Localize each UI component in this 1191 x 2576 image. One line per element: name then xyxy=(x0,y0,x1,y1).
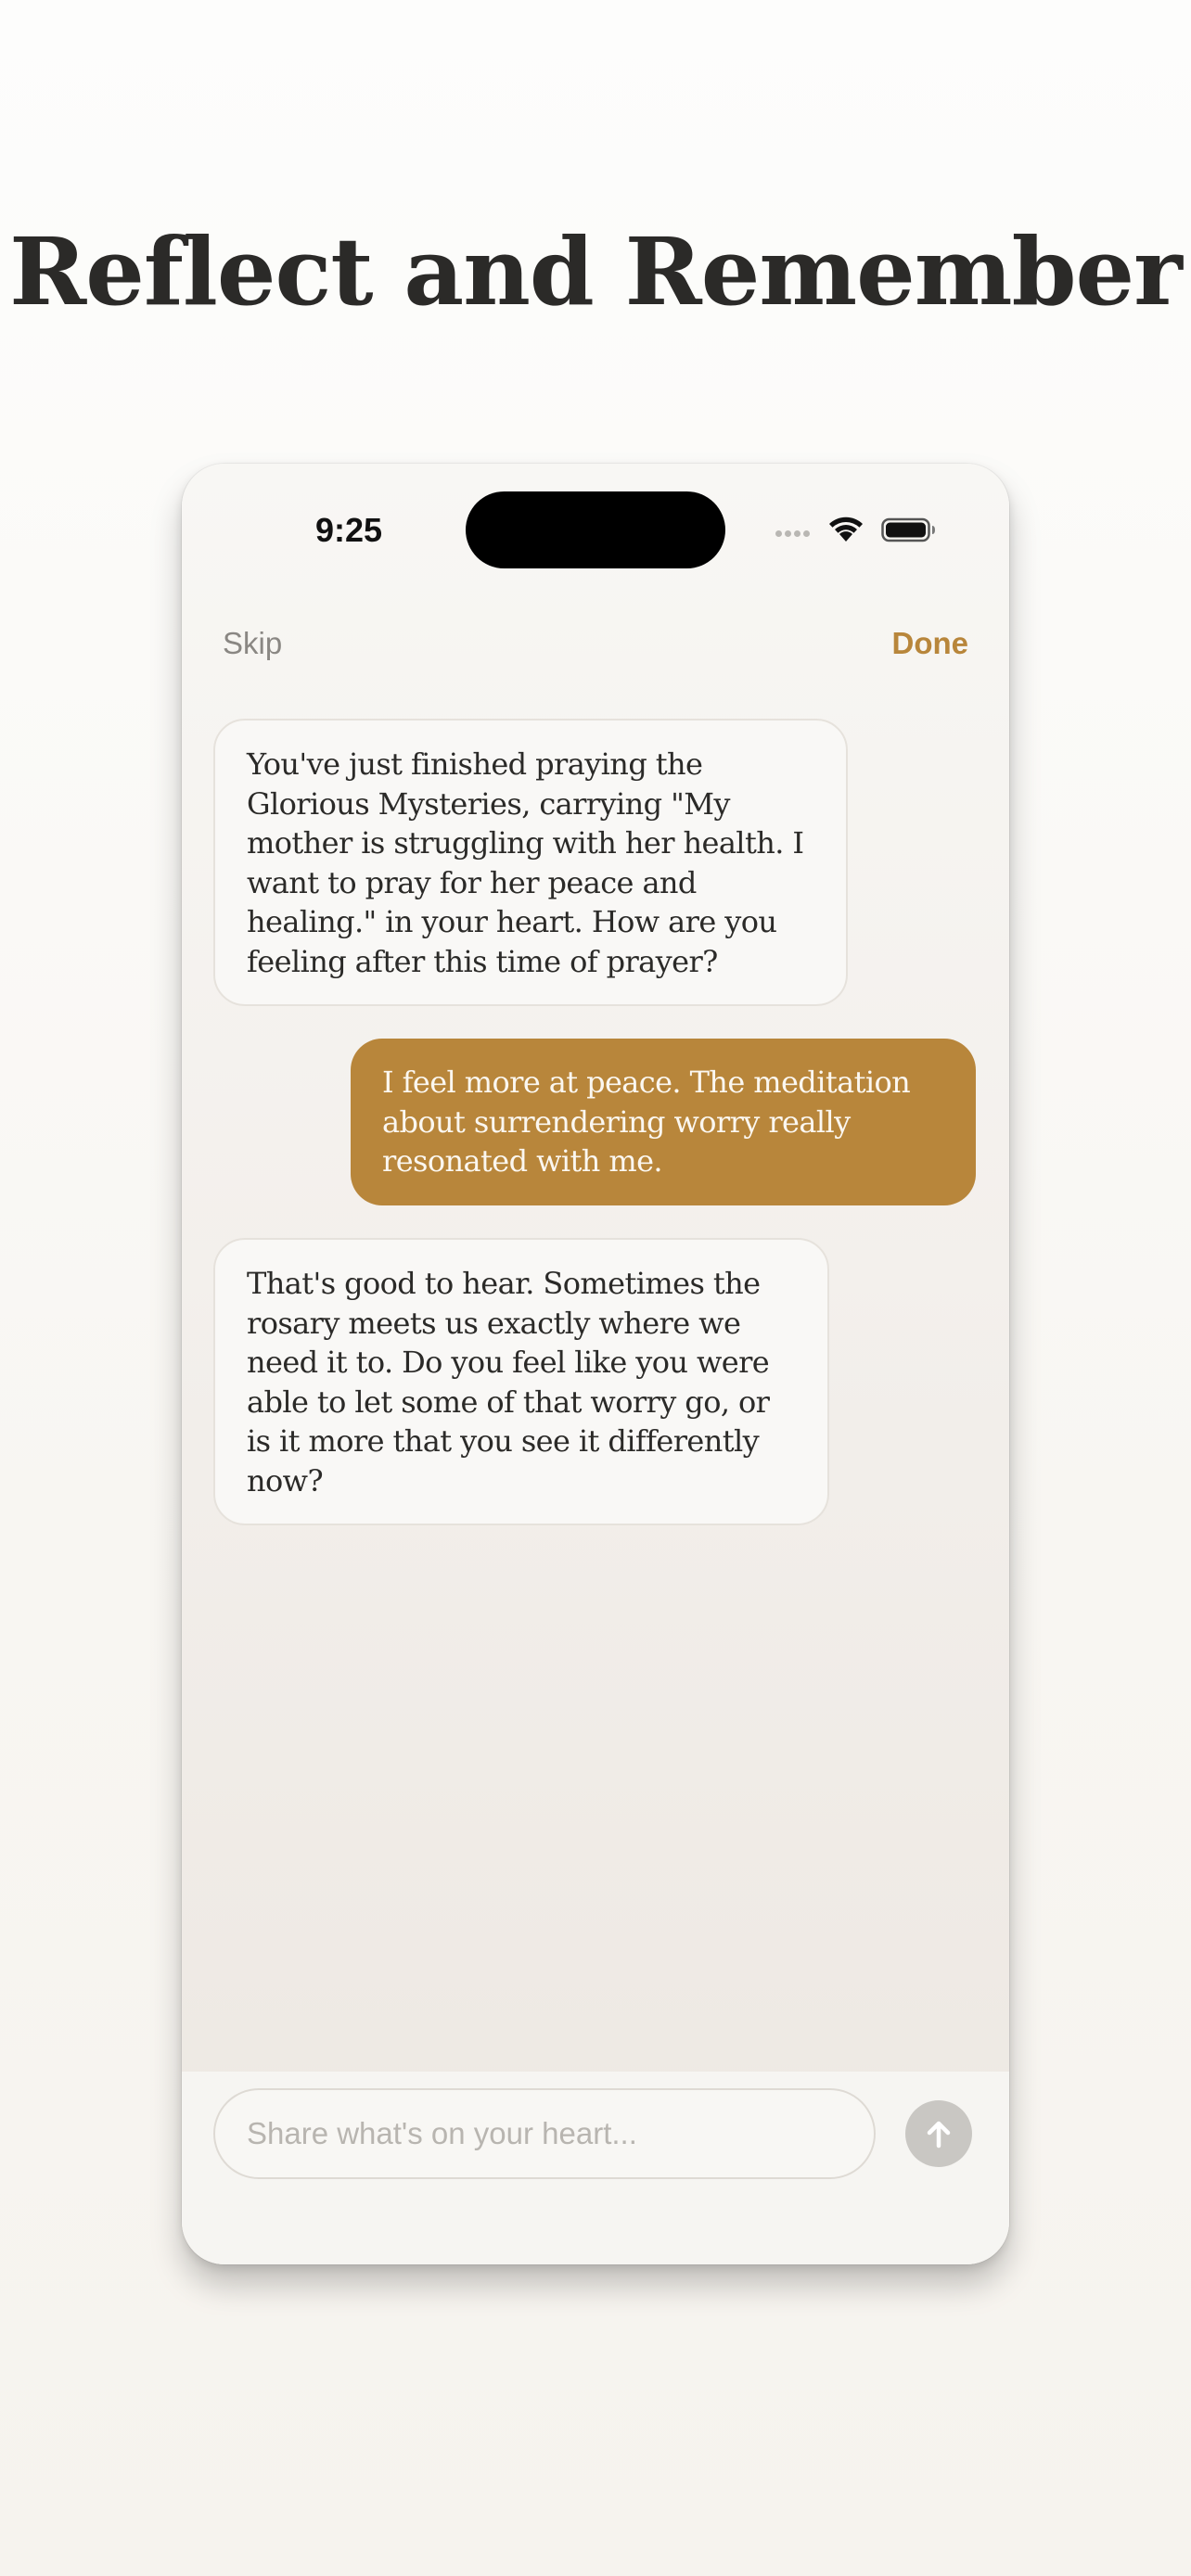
send-button[interactable] xyxy=(905,2100,972,2167)
cellular-signal-icon xyxy=(775,530,816,540)
user-message: I feel more at peace. The meditation about surrendering worry really resonated with me. xyxy=(351,1039,976,1205)
page-headline: Reflect and Remember xyxy=(9,217,1182,326)
message-input-container[interactable] xyxy=(213,2088,876,2179)
message-input[interactable] xyxy=(247,2090,840,2177)
wifi-icon xyxy=(827,514,864,543)
composer-bar xyxy=(182,2072,1009,2264)
status-time: 9:25 xyxy=(314,511,383,549)
assistant-message: You've just finished praying the Glorious Mysteries, carrying "My mother is struggling with her health. I want to pray for her peace and healing." in your heart. How are you feeling after this time of prayer? xyxy=(213,719,848,1006)
skip-button[interactable]: Skip xyxy=(223,626,283,660)
arrow-up-icon xyxy=(920,2115,957,2152)
battery-icon xyxy=(881,516,937,543)
assistant-message: That's good to hear. Sometimes the rosary meets us exactly where we need it to. Do you feel like you were able to let some of that worry go, or is it more that you see it differently now? xyxy=(213,1238,829,1525)
phone-frame xyxy=(182,464,1009,2264)
done-button[interactable]: Done xyxy=(891,626,968,660)
dynamic-island xyxy=(466,491,725,568)
